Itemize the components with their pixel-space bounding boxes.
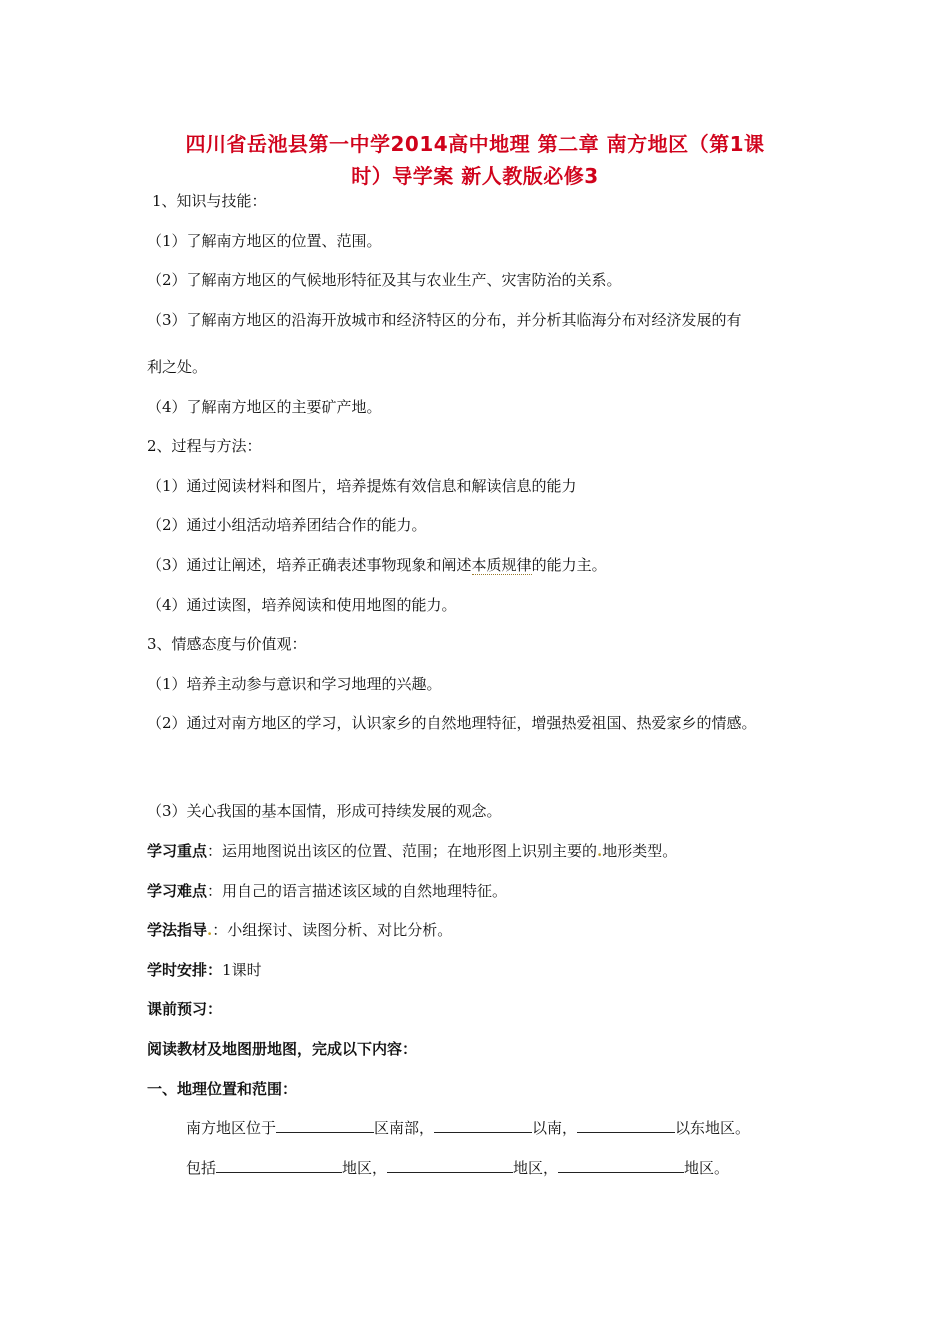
reading-instruction: 阅读教材及地图册地图，完成以下内容： xyxy=(147,1040,418,1058)
location-section-heading: 一、地理位置和范围： xyxy=(147,1080,298,1098)
blank-field[interactable] xyxy=(434,1118,532,1133)
learning-difficulty xyxy=(147,881,507,901)
study-method-text: 小组探讨、读图分析、对比分析。 xyxy=(227,921,453,939)
s2-item-3 xyxy=(147,555,607,575)
section-1-heading: 1、知识与技能： xyxy=(152,192,267,210)
s2-item-3-underlined: 本质规律 xyxy=(471,556,532,574)
learning-focus-label: 学习重点 xyxy=(147,842,208,860)
document-title-line-1: 四川省岳池县第一中学2014高中地理 第二章 南方地区（第1课 xyxy=(185,132,765,156)
class-hours-colon: ： xyxy=(207,961,223,979)
learning-difficulty-text: 用自己的语言描述该区域的自然地理特征。 xyxy=(222,882,508,900)
blank-field[interactable] xyxy=(558,1158,684,1173)
section-3-heading: 3、情感态度与价值观： xyxy=(147,635,307,653)
s1-item-4: （4）了解南方地区的主要矿产地。 xyxy=(147,398,382,416)
fill2-text-a: 包括 xyxy=(186,1159,217,1177)
section-2-heading: 2、过程与方法： xyxy=(147,437,262,455)
learning-focus xyxy=(147,841,677,861)
blank-field[interactable] xyxy=(577,1118,675,1133)
study-method xyxy=(147,920,452,940)
blank-field[interactable] xyxy=(216,1158,342,1173)
s2-item-3-text-c: 的能力主。 xyxy=(531,556,607,574)
s2-item-3-text-a: （3）通过让阐述，培养正确表述事物现象和阐述 xyxy=(147,556,472,574)
class-hours xyxy=(147,960,262,980)
learning-focus-text-a: 运用地图说出该区的位置、范围；在地形图上识别主要的 xyxy=(222,842,598,860)
s3-item-3: （3）关心我国的基本国情，形成可持续发展的观念。 xyxy=(147,802,502,820)
fill-in-line-1 xyxy=(186,1118,750,1138)
learning-difficulty-label: 学习难点 xyxy=(147,882,208,900)
fill1-text-b: 区南部， xyxy=(374,1119,435,1137)
class-hours-text: 1课时 xyxy=(222,961,262,979)
s1-item-3: （3）了解南方地区的沿海开放城市和经济特区的分布，并分析其临海分布对经济发展的有 xyxy=(147,311,742,329)
blank-field[interactable] xyxy=(387,1158,513,1173)
s3-item-1: （1）培养主动参与意识和学习地理的兴趣。 xyxy=(147,675,442,693)
learning-difficulty-colon: ： xyxy=(207,882,223,900)
fill1-text-a: 南方地区位于 xyxy=(186,1119,277,1137)
document-title-line-2: 时）导学案 新人教版必修3 xyxy=(351,164,599,188)
fill1-text-d: 以东地区。 xyxy=(675,1119,751,1137)
fill1-text-c: 以南， xyxy=(532,1119,578,1137)
fill2-text-b: 地区， xyxy=(342,1159,388,1177)
blank-field[interactable] xyxy=(276,1118,374,1133)
s1-item-3-continued: 利之处。 xyxy=(147,358,208,376)
fill2-text-c: 地区， xyxy=(513,1159,559,1177)
s3-item-2: （2）通过对南方地区的学习，认识家乡的自然地理特征，增强热爱祖国、热爱家乡的情感。 xyxy=(147,714,757,732)
fill2-text-d: 地区。 xyxy=(684,1159,730,1177)
study-method-colon: ： xyxy=(212,921,228,939)
mark-dot-icon: . xyxy=(207,921,213,939)
mark-dot-icon: . xyxy=(597,842,603,860)
fill-in-line-2 xyxy=(186,1158,729,1178)
s2-item-2: （2）通过小组活动培养团结合作的能力。 xyxy=(147,516,427,534)
s2-item-1: （1）通过阅读材料和图片，培养提炼有效信息和解读信息的能力 xyxy=(147,477,577,495)
s1-item-1: （1）了解南方地区的位置、范围。 xyxy=(147,232,382,250)
preview-heading: 课前预习： xyxy=(147,1000,223,1018)
s2-item-4: （4）通过读图，培养阅读和使用地图的能力。 xyxy=(147,596,457,614)
s1-item-2: （2）了解南方地区的气候地形特征及其与农业生产、灾害防治的关系。 xyxy=(147,271,622,289)
study-method-label: 学法指导 xyxy=(147,921,208,939)
learning-focus-text-b: 地形类型。 xyxy=(602,842,678,860)
class-hours-label: 学时安排 xyxy=(147,961,208,979)
learning-focus-colon: ： xyxy=(207,842,223,860)
